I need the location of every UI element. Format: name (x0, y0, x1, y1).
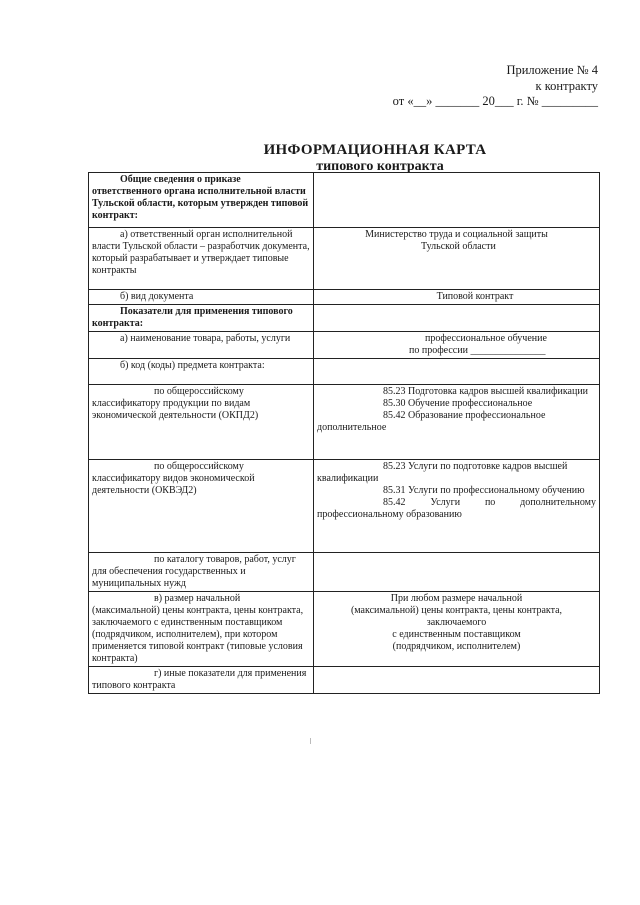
okved-code: 85.31 Услуги по профессиональному обучению (383, 485, 585, 496)
price-value (314, 592, 600, 667)
indicators-header-cell: Показатели для применения типового контракта: (89, 305, 314, 332)
appendix-date-line: от «__» _______ 20___ г. № _________ (392, 94, 598, 108)
goods-value (314, 332, 600, 359)
price-value-line: с единственным поставщиком (392, 629, 521, 640)
row-b-label: б) вид документа (89, 290, 314, 305)
table-row (89, 332, 600, 359)
goods-label: а) наименование товара, работы, услуги (89, 332, 314, 359)
indicators-header-value (314, 305, 600, 332)
other-value (314, 667, 600, 694)
table-row (89, 667, 600, 694)
table-row (89, 290, 600, 305)
table-row (89, 173, 600, 228)
scan-mark (310, 738, 311, 744)
catalog-value (314, 553, 600, 592)
info-card-table (88, 172, 600, 694)
row-a-value-line: Министерство труда и социальной защиты (365, 229, 548, 240)
okved-code-continued: профессиональному образованию (317, 509, 462, 520)
okpd-label: по общероссийскому классификатору продукции по видам экономической деятельности (ОКПД2) (89, 385, 314, 460)
okved-label: по общероссийскому классификатору видов экономической деятельности (ОКВЭД2) (89, 460, 314, 553)
okved-value (314, 460, 600, 553)
appendix-to-contract: к контракту (535, 78, 598, 93)
price-value-line: (максимальной) цены контракта, цены контракта, (350, 605, 563, 616)
okpd-code: 85.30 Обучение профессиональное (383, 398, 533, 409)
goods-value-line: по профессии _______________ (409, 345, 546, 356)
table-row (89, 359, 600, 385)
table-row (89, 385, 600, 460)
document-title (0, 141, 640, 175)
table-row (89, 228, 600, 290)
okved-code: 85.42 Услуги по дополнительному (383, 497, 596, 508)
general-header-cell: Общие сведения о приказе ответственного органа исполнительной власти Тульской области, которым утвержден типовой контракт: (89, 173, 314, 228)
appendix-header (393, 63, 598, 110)
okpd-code: 85.42 Образование профессиональное дополнительное (317, 410, 546, 433)
general-header-value (314, 173, 600, 228)
price-label: в) размер начальной (максимальной) цены контракта, цены контракта, заключаемого с единственным поставщиком (подрядчиком, исполнителем), при котором применяется типовой контракт (типовые условия контракта) (89, 592, 314, 667)
catalog-label: по каталогу товаров, работ, услуг для обеспечения государственных и муниципальных нужд (89, 553, 314, 592)
table-row (89, 460, 600, 553)
row-a-label: а) ответственный орган исполнительной власти Тульской области – разработчик документа, который разрабатывает и утверждает типовые контракты (89, 228, 314, 290)
codes-value (314, 359, 600, 385)
table-row (89, 553, 600, 592)
price-value-line: (подрядчиком, исполнителем) (392, 641, 521, 652)
price-value-line: заключаемого (426, 617, 487, 628)
okved-code: 85.23 Услуги по подготовке кадров высшей квалификации (317, 461, 568, 484)
row-b-value: Типовой контракт (314, 290, 600, 305)
codes-label: б) код (коды) предмета контракта: (89, 359, 314, 385)
goods-value-line: профессиональное обучение (425, 333, 547, 344)
title-line-2: типового контракта (316, 159, 444, 174)
appendix-number: Приложение № 4 (506, 63, 598, 77)
table-row (89, 592, 600, 667)
row-a-value (314, 228, 600, 290)
price-value-line: При любом размере начальной (390, 593, 523, 604)
row-a-value-line: Тульской области (421, 241, 496, 252)
okpd-code: 85.23 Подготовка кадров высшей квалификации (383, 386, 589, 397)
table-row (89, 305, 600, 332)
title-line-1: ИНФОРМАЦИОННАЯ КАРТА (263, 142, 487, 158)
other-label: г) иные показатели для применения типового контракта (89, 667, 314, 694)
okpd-value (314, 385, 600, 460)
